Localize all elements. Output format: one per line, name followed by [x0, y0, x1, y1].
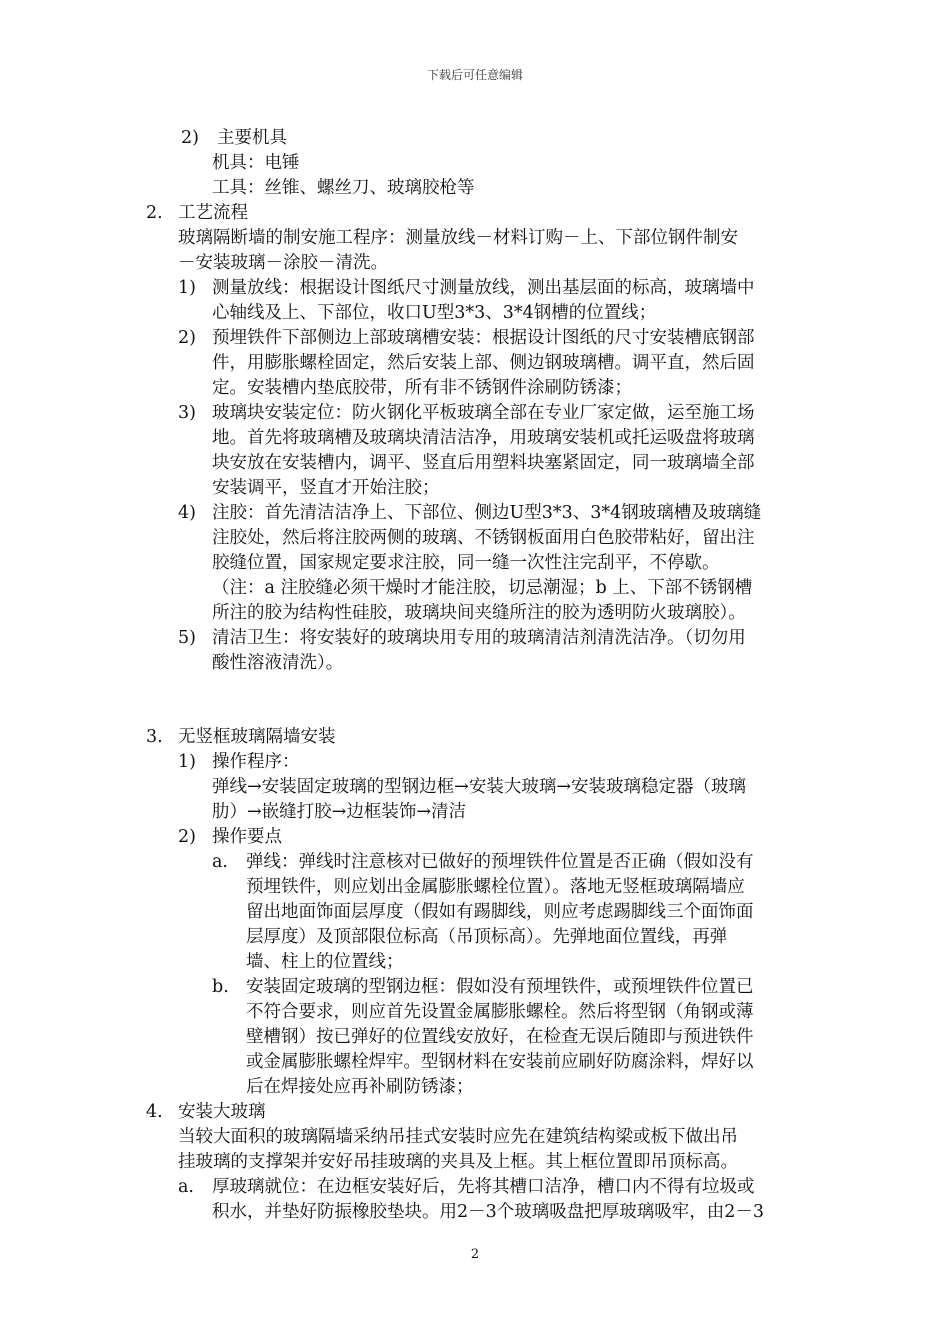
- list-number: a.: [178, 1177, 194, 1197]
- text-line: 所注的胶为结构性硅胶，玻璃块间夹缝所注的胶为透明防火玻璃胶）。: [212, 603, 746, 623]
- text-line: 后在焊接处应再补刷防锈漆；: [246, 1077, 474, 1097]
- text-line: 弹线→安装固定玻璃的型钢边框→安装大玻璃→安装玻璃稳定器（玻璃: [212, 777, 746, 797]
- list-number: 3.: [146, 727, 163, 747]
- text-line: 主要机具: [217, 128, 287, 148]
- list-number: 1): [178, 752, 196, 772]
- list-number: 3): [178, 403, 196, 423]
- page-header: 下载后可任意编辑: [426, 68, 523, 82]
- list-number: a.: [212, 852, 228, 872]
- text-line: 壁槽钢）按已弹好的位置线安放好，在检查无误后随即与预进铁件: [246, 1027, 754, 1047]
- text-line: 胶缝位置，国家规定要求注胶，同一缝一次性注完刮平，不停歇。: [212, 553, 720, 573]
- text-line: 注胶：首先清洁洁净上、下部位、侧边U型3*3、3*4钢玻璃槽及玻璃缝: [212, 503, 762, 523]
- list-number: 4.: [146, 1102, 163, 1122]
- text-line: 酸性溶液清洗）。: [212, 653, 344, 673]
- text-line: 墙、柱上的位置线；: [246, 952, 404, 972]
- text-line: 操作程序：: [212, 752, 300, 772]
- text-line: 或金属膨胀螺栓焊牢。型钢材料在安装前应刷好防腐涂料，焊好以: [246, 1052, 754, 1072]
- text-line: 工艺流程: [178, 203, 248, 223]
- text-line: 心轴线及上、下部位，收口U型3*3、3*4钢槽的位置线；: [212, 303, 657, 323]
- list-number: 2.: [146, 203, 163, 223]
- text-line: 无竖框玻璃隔墙安装: [178, 727, 336, 747]
- text-line: 玻璃块安装定位：防火钢化平板玻璃全部在专业厂家定做，运至施工场: [212, 403, 755, 423]
- text-line: 不符合要求，则应首先设置金属膨胀螺栓。然后将型钢（角钢或薄: [246, 1002, 754, 1022]
- list-number: b.: [212, 977, 229, 997]
- text-line: 弹线：弹线时注意核对已做好的预埋铁件位置是否正确（假如没有: [246, 852, 754, 872]
- text-line: 安装固定玻璃的型钢边框：假如没有预埋铁件，或预埋铁件位置已: [246, 977, 754, 997]
- text-line: 定。安装槽内垫底胶带，所有非不锈钢件涂刷防锈漆；: [212, 378, 632, 398]
- page-number: 2: [470, 1247, 480, 1262]
- list-number: 1): [178, 278, 196, 298]
- text-line: 层厚度）及顶部限位标高（吊顶标高）。先弹地面位置线，再弹: [246, 927, 728, 947]
- list-number: 5): [178, 628, 196, 648]
- list-number: 2): [178, 328, 196, 348]
- text-line: （注：a 注胶缝必须干燥时才能注胶，切忌潮湿；b 上、下部不锈钢槽: [212, 578, 753, 598]
- list-number: 2): [178, 827, 196, 847]
- text-line: 机具：电锤: [212, 153, 300, 173]
- text-line: 挂玻璃的支撑架并安好吊挂玻璃的夹具及上框。其上框位置即吊顶标高。: [178, 1152, 738, 1172]
- text-line: －安装玻璃－涂胶－清洗。: [178, 253, 388, 273]
- text-line: 地。首先将玻璃槽及玻璃块清洁洁净，用玻璃安装机或托运吸盘将玻璃: [212, 428, 755, 448]
- text-line: 肋）→嵌缝打胶→边框装饰→清洁: [212, 802, 466, 822]
- text-line: 当较大面积的玻璃隔墙采纳吊挂式安装时应先在建筑结构梁或板下做出吊: [178, 1127, 738, 1147]
- list-number: 4): [178, 503, 196, 523]
- text-line: 玻璃隔断墙的制安施工程序：测量放线－材料订购－上、下部位钢件制安: [178, 228, 738, 248]
- text-line: 留出地面饰面层厚度（假如有踢脚线，则应考虑踢脚线三个面饰面: [246, 902, 754, 922]
- text-line: 清洁卫生：将安装好的玻璃块用专用的玻璃清洁剂清洗洁净。（切勿用: [212, 628, 746, 648]
- text-line: 件，用膨胀螺栓固定，然后安装上部、侧边钢玻璃槽。调平直，然后固: [212, 353, 755, 373]
- text-line: 操作要点: [212, 827, 282, 847]
- text-line: 工具：丝锥、螺丝刀、玻璃胶枪等: [212, 178, 475, 198]
- text-line: 积水，并垫好防振橡胶垫块。用2－3个玻璃吸盘把厚玻璃吸牢，由2－3: [212, 1202, 765, 1222]
- text-line: 安装大玻璃: [178, 1102, 266, 1122]
- text-line: 预埋铁件，则应划出金属膨胀螺栓位置）。落地无竖框玻璃隔墙应: [246, 877, 745, 897]
- list-number: 2): [181, 128, 199, 148]
- text-line: 注胶处，然后将注胶两侧的玻璃、不锈钢板面用白色胶带粘好，留出注: [212, 528, 755, 548]
- text-line: 块安放在安装槽内，调平、竖直后用塑料块塞紧固定，同一玻璃墙全部: [212, 453, 755, 473]
- text-line: 预埋铁件下部侧边上部玻璃槽安装：根据设计图纸的尺寸安装槽底钢部: [212, 328, 755, 348]
- text-line: 安装调平，竖直才开始注胶；: [212, 478, 440, 498]
- text-line: 测量放线：根据设计图纸尺寸测量放线，测出基层面的标高，玻璃墙中: [212, 278, 755, 298]
- text-line: 厚玻璃就位：在边框安装好后，先将其槽口洁净，槽口内不得有垃圾或: [212, 1177, 755, 1197]
